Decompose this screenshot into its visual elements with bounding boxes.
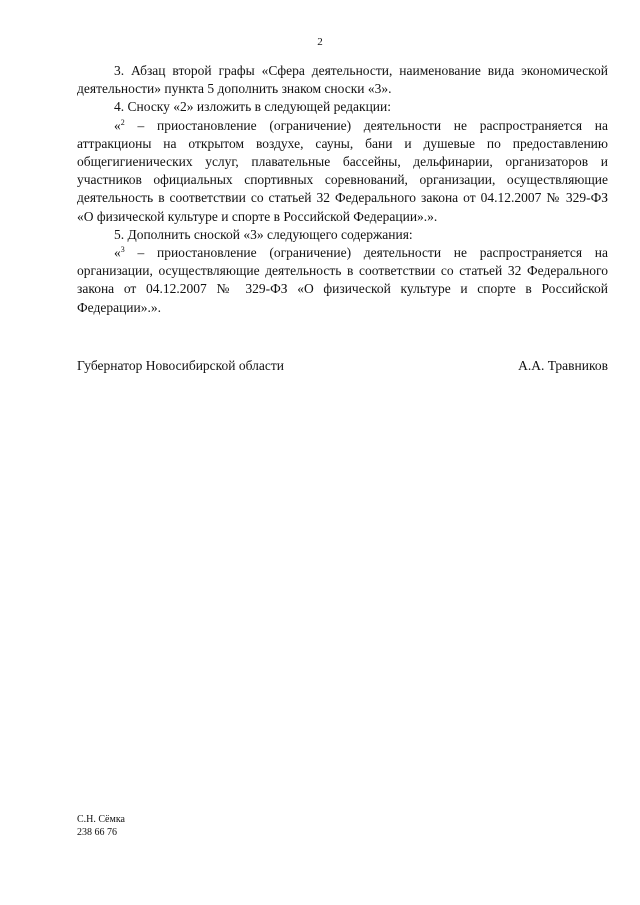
paragraph-item-5 xyxy=(77,226,608,244)
executor-contact xyxy=(77,813,125,839)
footnote-marker: 2 xyxy=(120,117,125,127)
paragraph-item-3 xyxy=(77,62,608,98)
executor-name: С.Н. Сёмка xyxy=(77,814,125,825)
signatory-name: А.А. Травников xyxy=(518,358,608,373)
document-body xyxy=(77,62,608,317)
paragraph-text: 5. Дополнить сноской «3» следующего содержания: xyxy=(114,226,413,242)
footnote-marker: 3 xyxy=(120,245,125,255)
signatory-position: Губернатор Новосибирской области xyxy=(77,358,285,373)
open-quote: « xyxy=(114,117,121,133)
executor-phone: 238 66 76 xyxy=(77,827,117,838)
page-number: 2 xyxy=(317,36,323,48)
paragraph-text: 4. Сноску «2» изложить в следующей редакции: xyxy=(114,99,392,115)
open-quote: « xyxy=(114,245,121,261)
paragraph-item-4 xyxy=(77,98,608,116)
signature-block xyxy=(77,357,608,375)
paragraph-text: – приостановление (ограничение) деятельности не распространяется на аттракционы на открытом воздухе, сауны, бани и душевые по предоставлению общегигиенических услуг, плавательные бассейны, дельфинарии, организаторов и участников официальных спортивных соревнований, организации, осуществляющие деятельность в соответствии со статьей 32 Федерального закона от 04.12.2007 № 329-ФЗ «О физической культуре и спорте в Российской Федерации».». xyxy=(77,117,608,224)
paragraph-text: – приостановление (ограничение) деятельности не распространяется на организации, осуществляющие деятельность в соответствии со статьей 32 Федерального закона от 04.12.2007 № 329-ФЗ «О физической культуре и спорте в Российской Федерации».». xyxy=(77,245,608,315)
footnote-2-text xyxy=(77,117,608,226)
footnote-3-text xyxy=(77,244,608,317)
paragraph-text: 3. Абзац второй графы «Сфера деятельности, наименование вида экономической деятельности» пункта 5 дополнить знаком сноски «3». xyxy=(77,63,608,97)
